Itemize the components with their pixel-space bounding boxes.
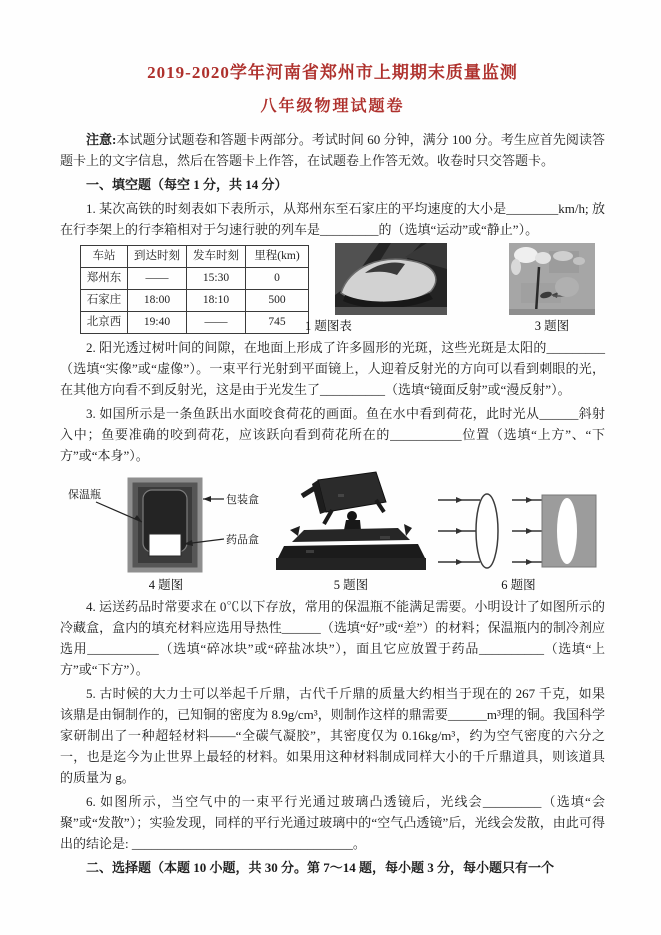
table-cell: 0 (246, 268, 309, 290)
figure3-caption: 3 题图 (534, 319, 570, 333)
fish-lotus-image (509, 243, 595, 315)
question-1: 1. 某次高铁的时刻表如下表所示，从郑州东至石家庄的平均速度的大小是________km/h; 放在行李架上的行李箱相对于匀速行驶的列车是_________的（选填“运动”或“静止”）。 (60, 201, 605, 237)
figure-fish (509, 243, 595, 334)
question-5: 5. 古时候的大力士可以举起千斤鼎，古代千斤鼎的质量大约相当于现在的 267 千克，如果该鼎是由铜制作的，已知铜的密度为 8.9g/cm³，则制作这样的鼎需要______m³理的铜。我国科学家研制出了一种超轻材料——“全碳气凝胶”，其密度仅为 0.16kg/m³，约为空气密度的六分之一，也是迄今为止世界上最轻的材料。如果用这种材料制成同样大小的千斤鼎道具，则该道具的质量为 g。 (60, 686, 605, 785)
table-cell: 500 (246, 290, 309, 312)
page-title: 2019-2020学年河南省郑州市上期期末质量监测 (147, 63, 518, 82)
table-cell: 石家庄 (81, 290, 128, 312)
figure-cold-box (66, 476, 266, 593)
header-cell-arrival: 到达时刻 (128, 246, 187, 268)
table-cell: 15:30 (187, 268, 246, 290)
question-6: 6. 如图所示，当空气中的一束平行光通过玻璃凸透镜后，光线会_________（选填“会聚”或“发散”）；实验发现，同样的平行光通过玻璃中的“空气凸透镜”后，光线会发散，由此可得出的结论是: __________________________________。 (60, 794, 605, 851)
figure-row-1 (80, 243, 601, 334)
figure6-caption: 6 题图 (501, 578, 536, 592)
table-header-row (81, 246, 309, 268)
header-cell-distance: 里程(km) (246, 246, 309, 268)
table-cell: 19:40 (128, 312, 187, 334)
question-2: 2. 阳光透过树叶间的间隙，在地面上形成了许多圆形的光斑，这些光斑是太阳的_________（选填“实像”或“虚像”）。一束平行光射到平面镜上，人迎着反射光的方向可以看到刺眼的光，在其他方向看不到反射光，这是由于光发生了__________（选填“镜面反射”或“漫反射”）。 (60, 340, 605, 397)
section-heading-fill-blank: 一、填空题（每空 1 分，共 14 分） (86, 177, 288, 192)
notice-text: 本试题分试题卷和答题卡两部分。考试时间 60 分钟，满分 100 分。考生应首先阅读答题卡上的文字信息，然后在答题卡上作答，在试题卷上作答无效。收卷时只交答题卡。 (60, 132, 605, 168)
table-row (81, 290, 309, 312)
figure-train (305, 243, 447, 334)
header-cell-station: 车站 (81, 246, 128, 268)
exam-notice (60, 129, 605, 171)
question-3: 3. 如国所示是一条鱼跃出水面咬食荷花的画面。鱼在水中看到荷花，此时光从______斜射入中；鱼要准确的咬到荷花，应该跃向看到荷花所在的___________位置（选填“上方”、“下方”或“本身”）。 (60, 406, 605, 463)
table-cell: —— (128, 268, 187, 290)
packaging-label: 包装盒 (226, 494, 259, 506)
page-subtitle: 八年级物理试题卷 (260, 98, 405, 115)
table-cell: 北京西 (81, 312, 128, 334)
ding-statue-image (276, 470, 426, 574)
train-schedule-table (80, 245, 309, 334)
figure5-caption: 5 题图 (333, 578, 369, 592)
medicine-label: 药品盒 (226, 534, 259, 546)
notice-label: 注意: (86, 132, 117, 147)
figure4-caption: 4 题图 (148, 578, 184, 592)
figure-lens-diagrams (436, 488, 601, 593)
section-heading-multiple-choice: 二、选择题（本题 10 小题，共 30 分。第 7～14 题，每小题 3 分，每小题只有一个 (86, 860, 555, 875)
figure1-caption: 1 题图表 (305, 319, 352, 333)
table-cell: 18:00 (128, 290, 187, 312)
header-cell-departure: 发车时刻 (187, 246, 246, 268)
table-row (81, 312, 309, 334)
table-cell: 745 (246, 312, 309, 334)
table-cell: 郑州东 (81, 268, 128, 290)
train-photo-image (335, 243, 447, 315)
lens-diagram-image (436, 488, 601, 574)
question-4: 4. 运送药品时常要求在 0℃以下存放，常用的保温瓶不能满足需要。小明设计了如图所示的冷藏盒，盒内的填充材料应选用导热性______（选填“好”或“差”）的材料；保温瓶内的制冷剂应选用___________（选填“碎冰块”或“碎盐冰块”），面且它应放置于药品__________（选填“上方”或“下方”）。 (60, 599, 605, 677)
thermos-label: 保温瓶 (68, 489, 101, 501)
figure-row-2 (66, 470, 601, 593)
figure-ding-statue (276, 470, 426, 593)
table-cell: —— (187, 312, 246, 334)
table-row (81, 268, 309, 290)
table-cell: 18:10 (187, 290, 246, 312)
cold-box-diagram (66, 476, 266, 574)
